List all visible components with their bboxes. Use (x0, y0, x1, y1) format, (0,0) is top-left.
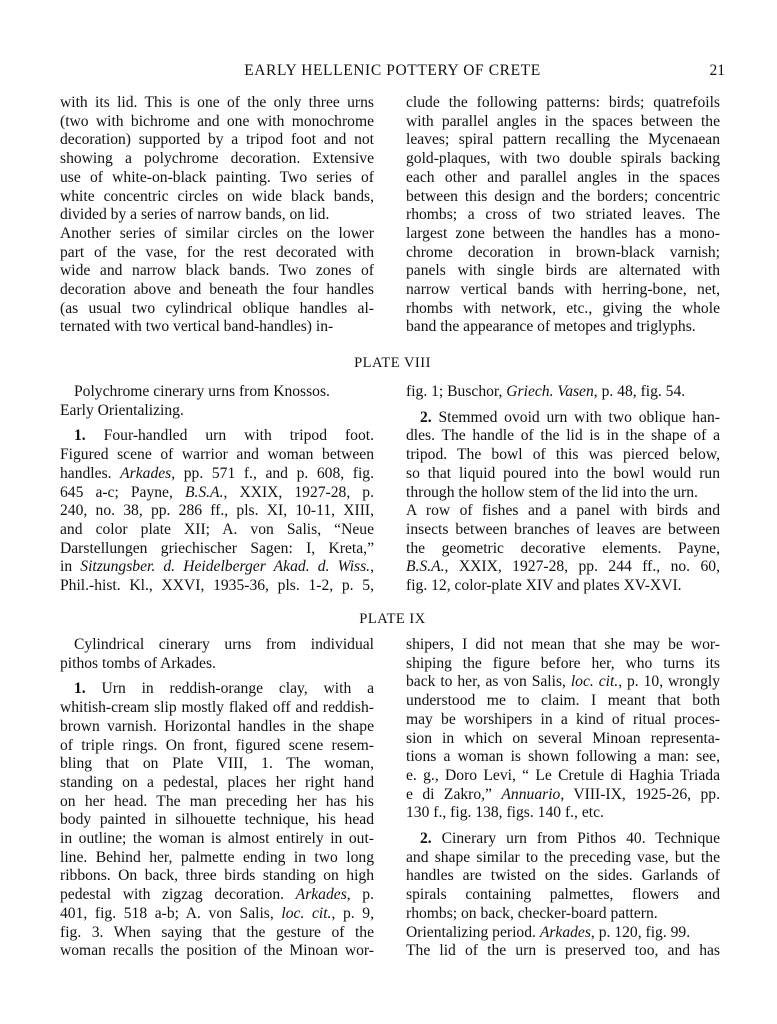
top-right-column (406, 94, 720, 337)
text-line: part of the vase, for the rest decorated with (60, 243, 374, 261)
item-1-first-line (60, 427, 374, 446)
text-line: white concentric circles on wide black bands, (60, 187, 374, 205)
text-line: A row of fishes and a panel with birds and (406, 502, 720, 520)
text-line: with parallel angles in the spaces between the (406, 112, 720, 130)
text-line: leaves; spiral pattern recalling the Mycenaean (406, 131, 720, 149)
plate-viii-item-2 (406, 409, 720, 596)
text-line: panels with single birds are alternated with (406, 262, 720, 280)
plate-viii-intro (60, 383, 374, 420)
text-line: line. Behind her, palmette ending in two long (60, 848, 374, 866)
text-line: (as usual two cylindrical oblique handles al- (60, 299, 374, 317)
text-line: Orientalizing period. Arkades, p. 120, fig. 99. (406, 923, 691, 941)
text-line: Figured scene of warrior and woman between (60, 446, 374, 464)
text-line: Cylindrical cinerary urns from individual (74, 636, 374, 653)
text-line: Darstellungen griechischer Sagen: I, Kreta,” (60, 539, 374, 557)
item-2-lines (406, 849, 720, 961)
text-line: ternated with two vertical band-handles) in- (60, 318, 334, 336)
text-line: understood me to claim. I meant that both (406, 692, 720, 710)
item-number: 1. (74, 427, 86, 445)
page-number: 21 (709, 62, 725, 79)
plate-ix-heading: PLATE IX (359, 611, 426, 627)
text-line: shiping the figure before her, who turns its (406, 654, 720, 672)
text-line: sion in which on several Minoan representa- (406, 729, 720, 747)
text-line: use of white-on-black painting. Two series of (60, 168, 374, 186)
plate-ix-item-1 (60, 680, 374, 961)
text-line: The lid of the urn is preserved too, and has (406, 942, 720, 960)
text-line: gold-plaques, with two double spirals backing (406, 150, 720, 168)
text-line: so that liquid poured into the bowl would run (406, 464, 720, 482)
text-line: fig. 1; Buschor, Griech. Vasen, p. 48, fig. 54. (406, 383, 686, 400)
item-2-first-line (406, 409, 720, 428)
item-text: Cinerary urn from Pithos 40. Technique (441, 830, 720, 848)
item-1-first-line (60, 680, 374, 699)
top-left-column (60, 94, 374, 337)
text-line: insects between branches of leaves are between (406, 520, 720, 538)
text-line: each other and parallel angles in the spaces (406, 168, 720, 186)
text-line: decoration above and beneath the four handles (60, 281, 374, 299)
plate-ix-item-2 (406, 830, 720, 961)
item-1-lines (60, 446, 374, 596)
text-line: Another series of similar circles on the lower (60, 224, 374, 242)
text-line: largest zone between the handles has a mono- (406, 224, 720, 242)
text-line: handles are twisted on the sides. Garlands of (406, 867, 720, 885)
text-line: bling that on Plate VIII, 1. The woman, (60, 755, 374, 773)
text-line: showing a polychrome decoration. Extensive (60, 150, 374, 168)
running-title: EARLY HELLENIC POTTERY OF CRETE (244, 62, 541, 79)
item-1-lines (60, 699, 374, 961)
plate-viii-item-1 (60, 427, 374, 595)
text-line: with its lid. This is one of the only three urns (60, 94, 374, 111)
text-line: brown varnish. Horizontal handles in the shape (60, 717, 374, 735)
text-line: band the appearance of metopes and triglyphs. (406, 318, 696, 336)
text-line: ribbons. On back, three birds standing on high (60, 867, 374, 885)
text-line: 401, fig. 518 a-b; A. von Salis, loc. cit., p. 9, (60, 904, 374, 922)
text-line: fig. 12, color-plate XIV and plates XV-XVI. (406, 577, 682, 595)
text-line: Phil.-hist. Kl., XXVI, 1935-36, pls. 1-2, p. 5, (60, 577, 374, 595)
text-line: wide and narrow black bands. Two zones of (60, 262, 374, 280)
plate-viii-right-column (406, 383, 720, 596)
text-line: in Sitzungsber. d. Heidelberger Akad. d. Wiss., (60, 558, 374, 576)
plate-ix-continuation (406, 636, 720, 823)
running-head (60, 62, 725, 84)
text-line: whitish-cream slip mostly flaked off and reddish- (60, 699, 374, 717)
plate-viii-heading: PLATE VIII (354, 355, 431, 371)
plate-viii-left-column (60, 383, 374, 596)
plate-ix-right-column (406, 636, 720, 961)
text-line: on her head. The man preceding her has his (60, 792, 374, 810)
text-line: between this design and the borders; concentric (406, 187, 720, 205)
text-line: pedestal with zigzag decoration. Arkades, p. (60, 886, 374, 904)
text-line: back to her, as von Salis, loc. cit., p. 10, wrongly (406, 673, 721, 691)
text-lines (60, 94, 374, 337)
text-line: B.S.A., XXIX, 1927-28, pp. 244 ff., no. 60, (406, 558, 720, 576)
text-line: chrome decoration in brown-black varnish; (406, 243, 720, 261)
text-line: dles. The handle of the lid is in the shape of a (406, 427, 720, 445)
text-line: tripod. The bowl of this was pierced below, (406, 446, 720, 464)
text-line: fig. 3. When saying that the gesture of the (60, 923, 374, 941)
text-line: e di Zakro,” Annuario, VIII-IX, 1925-26, pp. (406, 785, 720, 803)
text-line: rhombs with network, etc., giving the whole (406, 299, 720, 317)
plate-viii-continuation (406, 383, 720, 402)
text-line: rhombs; a cross of two striated leaves. The (406, 206, 720, 224)
text-line: through the hollow stem of the lid into the urn. (406, 483, 698, 501)
text-line: the geometric decorative elements. Payne, (406, 539, 720, 557)
item-number: 1. (74, 680, 86, 698)
text-line: and color plate XII; A. von Salis, “Neue (60, 520, 374, 538)
text-line: of triple rings. On front, figured scene resem- (60, 736, 374, 754)
item-2-lines (406, 427, 720, 595)
text-line: Early Orientalizing. (60, 401, 184, 419)
text-line: decoration) supported by a tripod foot and not (60, 131, 374, 149)
text-line: tions a woman is shown following a man: see, (406, 748, 720, 766)
item-text: Stemmed ovoid urn with two oblique han- (438, 408, 720, 426)
text-line: divided by a series of narrow bands, on lid. (60, 206, 330, 224)
item-number: 2. (420, 830, 432, 848)
text-line: Polychrome cinerary urns from Knossos. (74, 383, 330, 400)
text-line: and shape similar to the preceding vase, but the (406, 848, 720, 866)
text-line: woman recalls the position of the Minoan wor- (60, 942, 374, 960)
text-line: body painted in silhouette technique, his head (60, 811, 374, 829)
text-line: pithos tombs of Arkades. (60, 654, 216, 672)
text-line: (two with bichrome and one with monochrome (60, 112, 374, 130)
text-line: may be worshipers in a kind of ritual proces- (406, 710, 720, 728)
plate-ix-left-column (60, 636, 374, 961)
text-line: 130 f., fig. 138, figs. 140 f., etc. (406, 804, 604, 822)
text-lines (406, 94, 720, 337)
text-line: e. g., Doro Levi, “ Le Cretule di Haghia Triada (406, 766, 720, 784)
text-line: handles. Arkades, pp. 571 f., and p. 608, fig. (60, 464, 374, 482)
text-line: 240, no. 38, pp. 286 ff., pls. XI, 10-11, XIII, (60, 502, 374, 520)
text-line: clude the following patterns: birds; quatrefoils (406, 94, 720, 111)
item-text: Urn in reddish-orange clay, with a (101, 680, 374, 698)
item-number: 2. (420, 408, 432, 426)
text-line: narrow vertical bands with herring-bone, net, (406, 281, 720, 299)
text-line: rhombs; on back, checker-board pattern. (406, 904, 658, 922)
text-line: spirals containing palmettes, flowers and (406, 886, 720, 904)
plate-ix-intro (60, 636, 374, 673)
item-text: Four-handled urn with tripod foot. (103, 427, 374, 445)
text-line: 645 a-c; Payne, B.S.A., XXIX, 1927-28, p. (60, 483, 374, 501)
item-2-first-line (406, 830, 720, 849)
text-line: shipers, I did not mean that she may be wor- (406, 636, 720, 653)
text-line: in outline; the woman is almost entirely in out- (60, 830, 374, 848)
text-line: standing on a pedestal, places her right hand (60, 773, 374, 791)
